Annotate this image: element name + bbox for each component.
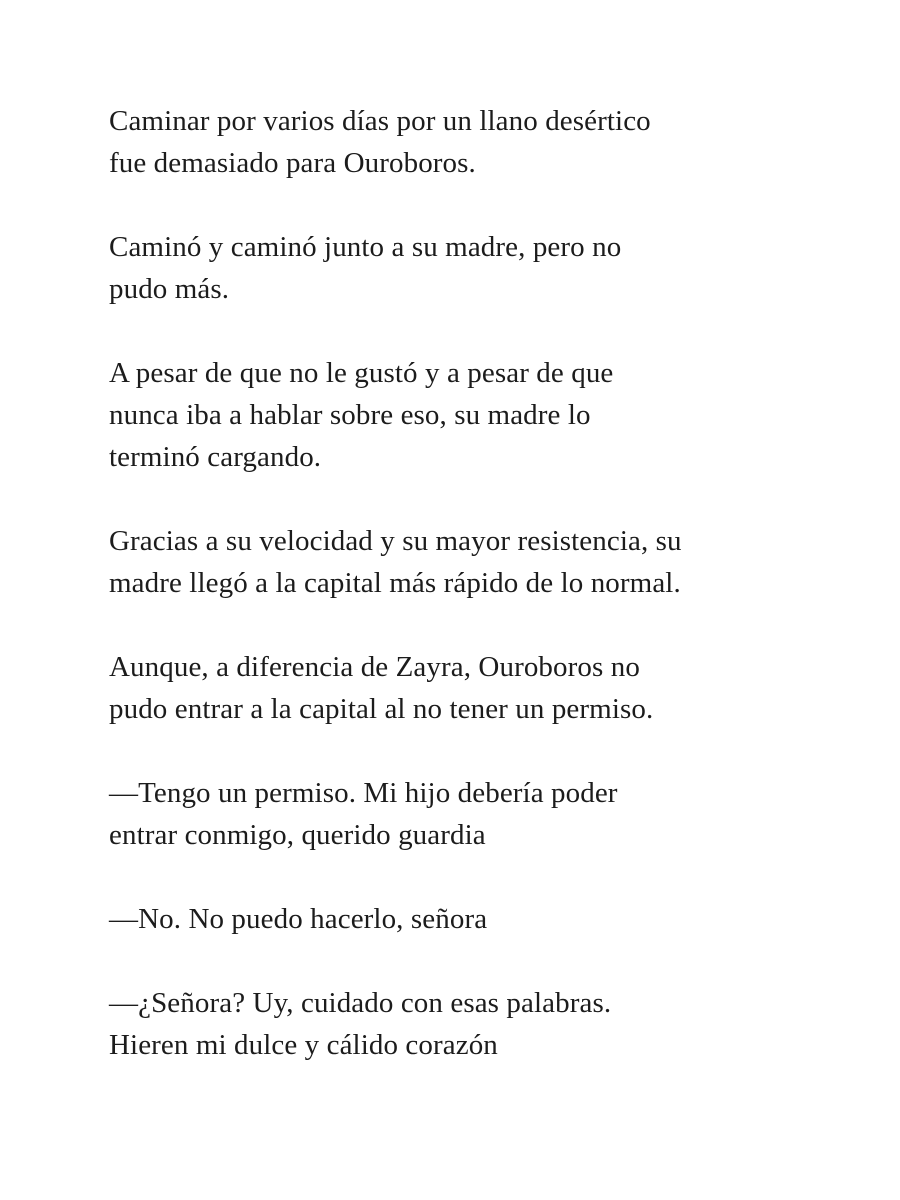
text-line: —No. No puedo hacerlo, señora <box>109 903 488 935</box>
text-line: pudo entrar a la capital al no tener un permiso. <box>109 693 654 725</box>
paragraph-walking-desert <box>109 100 849 184</box>
dialogue-mother-permit <box>109 772 849 856</box>
text-line: Aunque, a diferencia de Zayra, Ouroboros no <box>109 651 640 683</box>
document-page <box>109 100 849 1108</box>
text-line: entrar conmigo, querido guardia <box>109 819 486 851</box>
dialogue-mother-reply <box>109 982 849 1066</box>
text-line: fue demasiado para Ouroboros. <box>109 147 476 179</box>
text-line: Caminar por varios días por un llano desértico <box>109 105 651 137</box>
text-line: —¿Señora? Uy, cuidado con esas palabras. <box>109 987 612 1019</box>
text-line: —Tengo un permiso. Mi hijo debería poder <box>109 777 618 809</box>
paragraph-arrived-capital <box>109 520 849 604</box>
text-line: madre llegó a la capital más rápido de lo normal. <box>109 567 681 599</box>
dialogue-guard-refusal <box>109 898 849 940</box>
text-line: A pesar de que no le gustó y a pesar de que <box>109 357 614 389</box>
text-line: nunca iba a hablar sobre eso, su madre lo <box>109 399 591 431</box>
paragraph-walked-with-mother <box>109 226 849 310</box>
paragraph-no-permit <box>109 646 849 730</box>
text-line: Hieren mi dulce y cálido corazón <box>109 1029 498 1061</box>
text-line: Caminó y caminó junto a su madre, pero no <box>109 231 622 263</box>
text-line: terminó cargando. <box>109 441 322 473</box>
text-line: Gracias a su velocidad y su mayor resistencia, su <box>109 525 682 557</box>
text-line: pudo más. <box>109 273 230 305</box>
paragraph-mother-carried <box>109 352 849 478</box>
